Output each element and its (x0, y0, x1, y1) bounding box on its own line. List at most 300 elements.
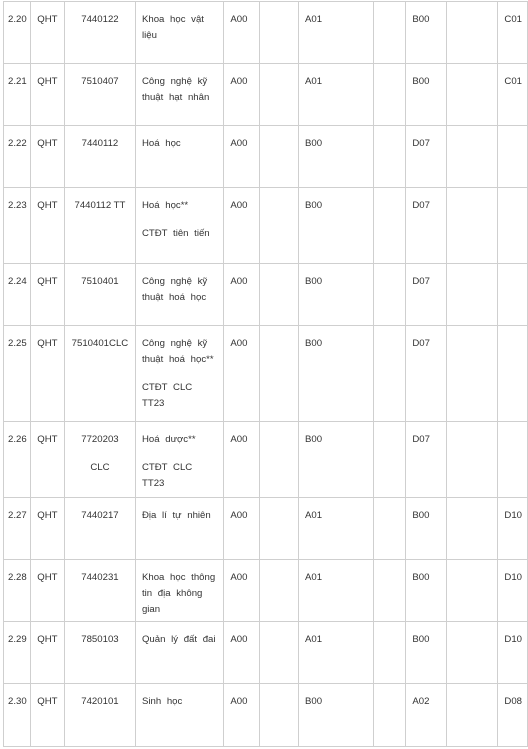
combo-cell-3 (298, 126, 373, 188)
combo-content (498, 188, 527, 198)
combo-content (447, 684, 497, 694)
combo-cell-4 (374, 188, 406, 264)
combo-cell-7 (498, 2, 528, 64)
school-content (31, 622, 64, 648)
program-name-content (136, 422, 223, 492)
school-content (31, 2, 64, 28)
subject-combination: D10 (504, 510, 522, 521)
stt-content (4, 264, 30, 289)
combo-cell-5 (406, 684, 447, 747)
combo-content (224, 326, 258, 352)
subject-combination: B00 (304, 434, 323, 445)
combo-content (260, 64, 298, 74)
subject-combination: A00 (230, 510, 248, 521)
subject-combination: A02 (412, 696, 430, 707)
program-code-cell (64, 64, 135, 126)
combo-cell-6 (447, 126, 498, 188)
subject-combination: C01 (504, 14, 522, 25)
combo-cell-5 (406, 126, 447, 188)
school-code: QHT (37, 634, 58, 645)
combo-content (224, 264, 258, 290)
combo-content (224, 126, 258, 152)
combo-cell-6 (447, 560, 498, 622)
stt-cell (4, 126, 31, 188)
subject-combination: A00 (230, 338, 248, 349)
combo-content (224, 422, 258, 448)
combo-cell-1 (224, 2, 259, 64)
program-name: Khoa học thông tin địa không gian (141, 572, 216, 615)
combo-cell-4 (374, 264, 406, 326)
combo-content (498, 498, 527, 524)
stt-content (4, 188, 30, 213)
stt-number: 2.30 (8, 696, 27, 707)
combo-content (406, 622, 446, 648)
school-content (31, 188, 64, 214)
combo-cell-6 (447, 2, 498, 64)
combo-content (299, 264, 373, 290)
subject-combination: A00 (230, 200, 248, 211)
combo-cell-2 (259, 2, 298, 64)
combo-cell-6 (447, 498, 498, 560)
combo-cell-1 (224, 422, 259, 498)
stt-content (4, 498, 30, 523)
combo-content (447, 326, 497, 336)
combo-content (260, 188, 298, 198)
combo-content (406, 684, 446, 710)
combo-content (299, 422, 373, 448)
stt-number: 2.27 (8, 510, 27, 521)
combo-cell-3 (298, 2, 373, 64)
school-code: QHT (37, 338, 58, 349)
subject-combination: B00 (304, 338, 323, 349)
combo-content (447, 422, 497, 432)
combo-content (299, 188, 373, 214)
program-name-content (136, 622, 223, 648)
stt-number: 2.20 (8, 14, 27, 25)
combo-cell-5 (406, 498, 447, 560)
combo-cell-5 (406, 64, 447, 126)
subject-combination: D07 (412, 138, 430, 149)
program-name: Khoa học vật liệu (141, 14, 204, 41)
subject-combination: A01 (304, 76, 323, 87)
combo-content (260, 498, 298, 508)
subject-combination: D10 (504, 634, 522, 645)
combo-cell-4 (374, 422, 406, 498)
combo-content (406, 560, 446, 586)
combo-cell-6 (447, 188, 498, 264)
combo-cell-4 (374, 126, 406, 188)
school-content (31, 684, 64, 710)
combo-content (406, 498, 446, 524)
program-code-line: 7420101 (81, 696, 119, 707)
subject-combination: C01 (504, 76, 522, 87)
stt-number: 2.21 (8, 76, 27, 87)
combo-cell-5 (406, 264, 447, 326)
program-name-cell (135, 422, 223, 498)
combo-cell-7 (498, 560, 528, 622)
program-code-cell (64, 264, 135, 326)
combo-cell-5 (406, 2, 447, 64)
school-code: QHT (37, 510, 58, 521)
school-cell (30, 264, 64, 326)
combo-cell-1 (224, 64, 259, 126)
combo-content (374, 126, 405, 136)
combo-content (374, 622, 405, 632)
stt-number: 2.23 (8, 200, 27, 211)
combo-content (374, 64, 405, 74)
combo-content (299, 326, 373, 352)
program-code-line: 7440122 (81, 14, 119, 25)
program-code-cell (64, 684, 135, 747)
program-name-content (136, 2, 223, 44)
combo-content (224, 498, 258, 524)
program-code-content (65, 684, 135, 710)
school-content (31, 64, 64, 90)
program-code-cell (64, 498, 135, 560)
combo-content (447, 126, 497, 136)
school-code: QHT (37, 200, 58, 211)
school-content (31, 126, 64, 152)
combo-cell-5 (406, 560, 447, 622)
program-name-content (136, 684, 223, 710)
combo-cell-3 (298, 498, 373, 560)
program-code-line: 7510407 (81, 76, 119, 87)
combo-cell-4 (374, 498, 406, 560)
combo-content (498, 622, 527, 648)
combo-content (447, 264, 497, 274)
combo-cell-2 (259, 64, 298, 126)
combo-cell-6 (447, 684, 498, 747)
combo-content (299, 684, 373, 710)
subject-combination: A00 (230, 138, 248, 149)
school-cell (30, 188, 64, 264)
combo-cell-6 (447, 64, 498, 126)
school-code: QHT (37, 76, 58, 87)
combo-content (498, 2, 527, 28)
program-code-cell (64, 188, 135, 264)
combo-cell-5 (406, 422, 447, 498)
school-code: QHT (37, 696, 58, 707)
stt-cell (4, 560, 31, 622)
stt-cell (4, 188, 31, 264)
stt-content (4, 560, 30, 585)
program-name: Hoá dược** (141, 434, 196, 445)
admission-table (3, 1, 528, 747)
program-name: Quản lý đất đai (141, 634, 216, 645)
combo-content (406, 126, 446, 152)
program-note: CTĐT CLC TT23 (141, 462, 193, 489)
combo-content (299, 560, 373, 586)
program-name-cell (135, 622, 223, 684)
combo-cell-7 (498, 622, 528, 684)
program-name-cell (135, 2, 223, 64)
school-cell (30, 684, 64, 747)
table-row (4, 326, 528, 422)
subject-combination: D08 (504, 696, 522, 707)
combo-cell-6 (447, 326, 498, 422)
combo-cell-3 (298, 560, 373, 622)
combo-cell-7 (498, 126, 528, 188)
program-code-line: 7440112 TT (74, 200, 126, 211)
combo-content (447, 188, 497, 198)
combo-content (498, 422, 527, 432)
combo-cell-2 (259, 422, 298, 498)
subject-combination: A01 (304, 14, 323, 25)
subject-combination: B00 (412, 14, 430, 25)
stt-content (4, 126, 30, 151)
combo-content (224, 2, 258, 28)
program-name: Công nghệ kỹ thuật hoá học** (141, 338, 214, 365)
school-code: QHT (37, 434, 58, 445)
table-row (4, 560, 528, 622)
program-code-line: 7510401CLC (71, 338, 129, 349)
combo-content (406, 264, 446, 290)
school-content (31, 498, 64, 524)
program-name-content (136, 264, 223, 306)
combo-content (224, 64, 258, 90)
program-code-content (65, 188, 135, 214)
stt-number: 2.22 (8, 138, 27, 149)
combo-cell-4 (374, 560, 406, 622)
combo-cell-3 (298, 326, 373, 422)
program-name: Công nghệ kỹ thuật hoá học (141, 276, 208, 303)
combo-cell-2 (259, 684, 298, 747)
school-cell (30, 126, 64, 188)
stt-cell (4, 2, 31, 64)
program-name-cell (135, 560, 223, 622)
program-code-line: CLC (90, 462, 110, 473)
program-code-content (65, 126, 135, 152)
stt-number: 2.28 (8, 572, 27, 583)
combo-content (374, 188, 405, 198)
school-content (31, 422, 64, 448)
subject-combination: D07 (412, 276, 430, 287)
program-name-content (136, 64, 223, 106)
subject-combination: A00 (230, 76, 248, 87)
combo-cell-2 (259, 560, 298, 622)
program-code-line: 7510401 (81, 276, 119, 287)
program-name-content (136, 498, 223, 524)
combo-content (260, 2, 298, 12)
combo-content (299, 126, 373, 152)
combo-content (374, 422, 405, 432)
subject-combination: A00 (230, 572, 248, 583)
school-cell (30, 560, 64, 622)
subject-combination: A00 (230, 634, 248, 645)
stt-cell (4, 326, 31, 422)
school-cell (30, 422, 64, 498)
combo-content (447, 498, 497, 508)
table-row (4, 684, 528, 747)
program-code-content (65, 498, 135, 524)
program-code-cell (64, 326, 135, 422)
program-note: CTĐT CLC TT23 (141, 382, 193, 409)
program-name-content (136, 326, 223, 412)
combo-cell-7 (498, 188, 528, 264)
combo-content (260, 326, 298, 336)
table-row (4, 188, 528, 264)
program-name-cell (135, 64, 223, 126)
program-code-content (65, 64, 135, 90)
combo-content (374, 560, 405, 570)
table-row (4, 2, 528, 64)
combo-cell-7 (498, 264, 528, 326)
combo-cell-1 (224, 684, 259, 747)
combo-cell-1 (224, 560, 259, 622)
stt-cell (4, 684, 31, 747)
stt-cell (4, 622, 31, 684)
combo-content (406, 422, 446, 448)
combo-content (224, 188, 258, 214)
stt-number: 2.24 (8, 276, 27, 287)
program-code-cell (64, 622, 135, 684)
stt-cell (4, 264, 31, 326)
combo-cell-3 (298, 422, 373, 498)
combo-cell-1 (224, 326, 259, 422)
program-name-cell (135, 188, 223, 264)
program-code-line: 7850103 (81, 634, 119, 645)
combo-content (260, 622, 298, 632)
combo-cell-7 (498, 64, 528, 126)
combo-content (406, 64, 446, 90)
subject-combination: D07 (412, 434, 430, 445)
combo-content (224, 684, 258, 710)
combo-cell-7 (498, 684, 528, 747)
school-cell (30, 64, 64, 126)
stt-cell (4, 498, 31, 560)
stt-number: 2.29 (8, 634, 27, 645)
program-name-cell (135, 264, 223, 326)
subject-combination: B00 (304, 696, 323, 707)
combo-content (260, 264, 298, 274)
school-cell (30, 326, 64, 422)
combo-content (299, 498, 373, 524)
combo-content (260, 560, 298, 570)
program-note: CTĐT tiên tiến (141, 228, 210, 239)
stt-content (4, 422, 30, 447)
combo-content (374, 2, 405, 12)
combo-cell-4 (374, 684, 406, 747)
combo-cell-4 (374, 326, 406, 422)
stt-content (4, 2, 30, 27)
combo-content (406, 2, 446, 28)
subject-combination: B00 (304, 276, 323, 287)
combo-content (224, 560, 258, 586)
combo-content (224, 622, 258, 648)
program-code-content (65, 560, 135, 586)
combo-content (447, 2, 497, 12)
program-code-cell (64, 560, 135, 622)
combo-cell-4 (374, 2, 406, 64)
combo-cell-4 (374, 622, 406, 684)
combo-content (498, 684, 527, 710)
combo-cell-1 (224, 264, 259, 326)
program-code-line: 7440231 (81, 572, 119, 583)
combo-cell-6 (447, 422, 498, 498)
stt-cell (4, 422, 31, 498)
combo-cell-2 (259, 126, 298, 188)
program-code-content (65, 2, 135, 28)
combo-cell-1 (224, 498, 259, 560)
combo-cell-3 (298, 64, 373, 126)
combo-content (260, 422, 298, 432)
combo-content (498, 560, 527, 586)
school-code: QHT (37, 138, 58, 149)
program-code-content (65, 422, 135, 476)
stt-number: 2.25 (8, 338, 27, 349)
combo-content (299, 2, 373, 28)
combo-content (374, 684, 405, 694)
school-content (31, 326, 64, 352)
subject-combination: A01 (304, 572, 323, 583)
combo-content (498, 126, 527, 136)
subject-combination: B00 (412, 510, 430, 521)
subject-combination: A01 (304, 634, 323, 645)
combo-content (260, 684, 298, 694)
stt-content (4, 64, 30, 89)
subject-combination: A00 (230, 696, 248, 707)
stt-content (4, 684, 30, 709)
combo-cell-2 (259, 622, 298, 684)
combo-cell-5 (406, 622, 447, 684)
program-name-content (136, 188, 223, 242)
combo-content (498, 326, 527, 336)
program-code-line: 7720203 (81, 434, 119, 445)
program-name: Địa lí tự nhiên (141, 510, 211, 521)
combo-content (299, 622, 373, 648)
subject-combination: B00 (412, 634, 430, 645)
program-code-content (65, 264, 135, 290)
subject-combination: A00 (230, 276, 248, 287)
subject-combination: B00 (412, 572, 430, 583)
combo-content (406, 326, 446, 352)
combo-cell-5 (406, 326, 447, 422)
combo-cell-1 (224, 622, 259, 684)
combo-cell-1 (224, 126, 259, 188)
school-cell (30, 498, 64, 560)
table-row (4, 422, 528, 498)
combo-cell-2 (259, 188, 298, 264)
stt-content (4, 622, 30, 647)
subject-combination: A00 (230, 434, 248, 445)
program-code-cell (64, 422, 135, 498)
stt-content (4, 326, 30, 351)
combo-content (498, 64, 527, 90)
combo-cell-2 (259, 498, 298, 560)
combo-cell-7 (498, 326, 528, 422)
combo-cell-3 (298, 684, 373, 747)
combo-content (447, 622, 497, 632)
subject-combination: D10 (504, 572, 522, 583)
subject-combination: B00 (304, 200, 323, 211)
program-code-line: 7440112 (81, 138, 119, 149)
stt-number: 2.26 (8, 434, 27, 445)
program-code-content (65, 326, 135, 352)
combo-cell-2 (259, 264, 298, 326)
subject-combination: D07 (412, 200, 430, 211)
school-code: QHT (37, 572, 58, 583)
combo-content (260, 126, 298, 136)
combo-content (374, 326, 405, 336)
program-name: Hoá học** (141, 200, 189, 211)
program-code-cell (64, 2, 135, 64)
combo-cell-3 (298, 188, 373, 264)
combo-content (374, 498, 405, 508)
program-code-cell (64, 126, 135, 188)
stt-cell (4, 64, 31, 126)
combo-cell-1 (224, 188, 259, 264)
combo-cell-6 (447, 264, 498, 326)
